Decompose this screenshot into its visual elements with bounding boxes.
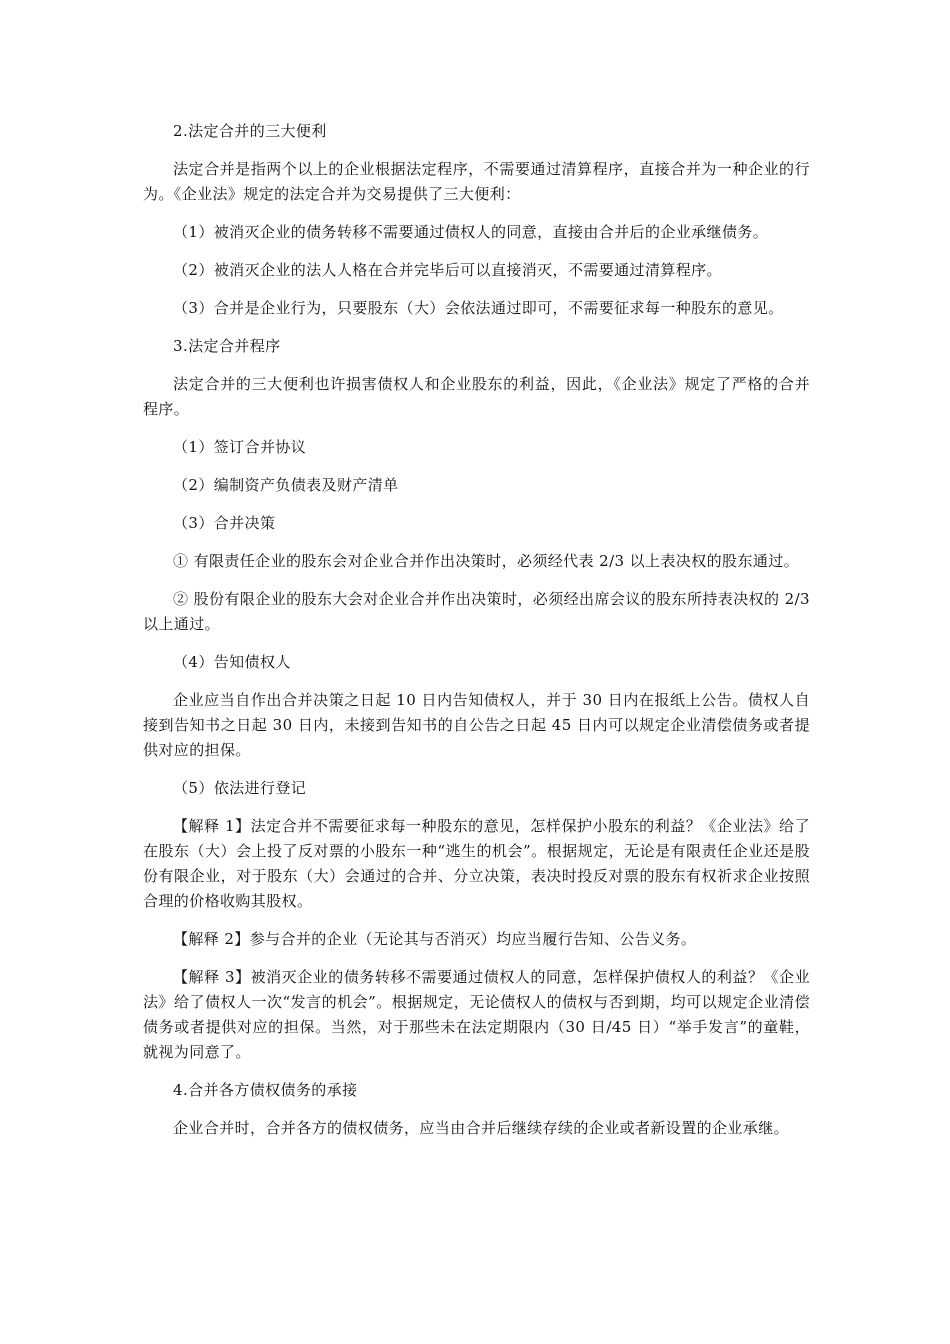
paragraph-debt-succession: 企业合并时，合并各方的债权债务，应当由合并后继续存续的企业或者新设置的企业承继。 [173, 1119, 790, 1137]
note-explanation-1: 【解释 1】法定合并不需要征求每一种股东的意见，怎样保护小股东的利益？《企业法》给了在股东（大）会上投了反对票的小股东一种“逃生的机会”。根据规定，无论是有限责任企业还是股份有限企业，对于股东（大）会通过的合并、分立决策，表决时投反对票的股东有权祈求企业按照合理的价格收购其股权。 [143, 817, 810, 910]
list-item-step-5: （5）依法进行登记 [173, 779, 307, 797]
section-heading-4: 4.合并各方债权债务的承接 [173, 1081, 358, 1099]
section-heading-2: 2.法定合并的三大便利 [173, 122, 327, 140]
document-page [143, 119, 810, 1154]
paragraph-definition: 法定合并是指两个以上的企业根据法定程序，不需要通过清算程序，直接合并为一种企业的行为。《企业法》规定的法定合并为交易提供了三大便利： [143, 160, 810, 203]
list-item-step-2: （2）编制资产负债表及财产清单 [173, 476, 399, 494]
list-item-step-3: （3）合并决策 [173, 514, 276, 532]
list-item-convenience-1: （1）被消灭企业的债务转移不需要通过债权人的同意，直接由合并后的企业承继债务。 [173, 223, 769, 241]
sub-item-jsc-vote: ② 股份有限企业的股东大会对企业合并作出决策时，必须经出席会议的股东所持表决权的 2/3 以上通过。 [143, 590, 810, 633]
list-item-step-1: （1）签订合并协议 [173, 438, 307, 456]
list-item-convenience-2: （2）被消灭企业的法人人格在合并完毕后可以直接消灭，不需要通过清算程序。 [173, 261, 722, 279]
paragraph-procedure-intro: 法定合并的三大便利也许损害债权人和企业股东的利益，因此，《企业法》规定了严格的合并程序。 [143, 375, 810, 418]
section-heading-3: 3.法定合并程序 [173, 337, 281, 355]
note-explanation-2: 【解释 2】参与合并的企业（无论其与否消灭）均应当履行告知、公告义务。 [173, 930, 697, 948]
sub-item-llc-vote: ① 有限责任企业的股东会对企业合并作出决策时，必须经代表 2/3 以上表决权的股东通过。 [173, 552, 800, 570]
list-item-step-4: （4）告知债权人 [173, 653, 291, 671]
paragraph-creditor-notice: 企业应当自作出合并决策之日起 10 日内告知债权人，并于 30 日内在报纸上公告。债权人自接到告知书之日起 30 日内，未接到告知书的自公告之日起 45 日内可以规定企业清偿债务或者提供对应的担保。 [143, 691, 810, 759]
note-explanation-3: 【解释 3】被消灭企业的债务转移不需要通过债权人的同意，怎样保护债权人的利益？《企业法》给了债权人一次“发言的机会”。根据规定，无论债权人的债权与否到期，均可以规定企业清偿债务或者提供对应的担保。当然，对于那些未在法定期限内（30 日/45 日）“举手发言”的童鞋，就视为同意了。 [143, 968, 810, 1061]
list-item-convenience-3: （3）合并是企业行为，只要股东（大）会依法通过即可，不需要征求每一种股东的意见。 [173, 299, 784, 317]
